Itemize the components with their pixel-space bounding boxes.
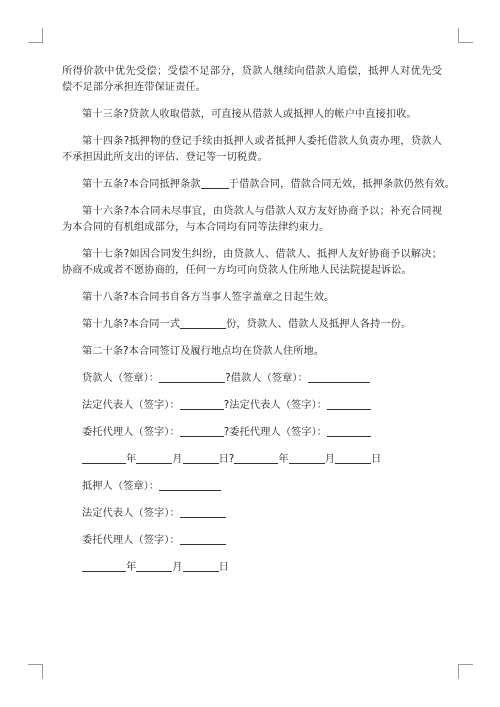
day-blank-3[interactable]	[183, 561, 219, 572]
year-blank-1[interactable]	[82, 453, 126, 464]
mortgagor-sign-line	[62, 479, 442, 495]
month-blank-1[interactable]	[136, 453, 172, 464]
mortgagor-legal-rep-label: 法定代表人（签字）：	[82, 508, 180, 519]
year-label-3: 年	[126, 562, 137, 573]
lender-sign-label: 贷款人（签章）：	[82, 373, 160, 384]
lender-sign-blank[interactable]	[159, 372, 225, 383]
article-17: 第十七条?如因合同发生纠纷，由贷款人、借款人、抵押人友好协商予以解决；协商不成或者不愿协商的，任何一方均可向贷款人住所地人民法院提起诉讼。	[62, 249, 442, 276]
mortgagor-agent-label: 委托代理人（签字）：	[82, 535, 180, 546]
signature-line-legal-reps	[62, 398, 442, 414]
article-19-text-b: 份，贷款人、借款人及抵押人各持一份。	[226, 319, 412, 330]
day-blank-2[interactable]	[335, 453, 371, 464]
month-label-2: 月	[324, 454, 335, 465]
article-19	[62, 317, 442, 333]
paragraph-continued: 所得价款中优先受偿；受偿不足部分，贷款人继续向借款人追偿，抵押人对优先受偿不足部分承担连带保证责任。	[62, 66, 442, 93]
article-14: 第十四条?抵押物的登记手续由抵押人或者抵押人委托借款人负责办理，贷款人不承担因此所支出的评估、登记等一切税费。	[62, 136, 442, 163]
article-18: 第十八条?本合同书自各方当事人签字盖章之日起生效。	[82, 292, 335, 303]
agent-2-label: ?委托代理人（签字）：	[223, 427, 328, 438]
signature-line-parties	[62, 371, 442, 387]
agent-2-blank[interactable]	[327, 426, 371, 437]
legal-rep-label: 法定代表人（签字）：	[82, 400, 180, 411]
agent-blank[interactable]	[180, 426, 224, 437]
mortgagor-sign-blank[interactable]	[159, 480, 221, 491]
month-label-3: 月	[172, 562, 183, 573]
mortgagor-agent-line	[62, 533, 442, 549]
date-line-parties	[62, 452, 442, 468]
crop-mark-bottom-left	[28, 664, 43, 679]
year-label-2: 年	[278, 454, 289, 465]
borrower-sign-label: ?借款人（签章）：	[225, 373, 308, 384]
signature-line-agents	[62, 425, 442, 441]
month-blank-2[interactable]	[289, 453, 325, 464]
date-line-mortgagor	[62, 560, 442, 576]
legal-rep-2-label: ?法定代表人（签字）：	[223, 400, 328, 411]
crop-mark-top-right	[458, 28, 473, 43]
crop-mark-top-left	[28, 28, 43, 43]
mortgagor-sign-label: 抵押人（签章）：	[82, 481, 160, 492]
mortgagor-legal-rep-line	[62, 506, 442, 522]
article-15	[62, 177, 455, 193]
article-15-text-b: 于借款合同，借款合同无效，抵押条款仍然有效。	[228, 179, 455, 190]
year-blank-3[interactable]	[82, 561, 126, 572]
mortgagor-legal-rep-blank[interactable]	[180, 507, 226, 518]
day-label-1: 日?	[218, 454, 235, 465]
year-label-1: 年	[126, 454, 137, 465]
legal-rep-blank[interactable]	[180, 399, 224, 410]
article-19-text-a: 第十九条?本合同一式	[82, 319, 181, 330]
year-blank-2[interactable]	[234, 453, 278, 464]
article-15-blank[interactable]	[201, 178, 229, 189]
legal-rep-2-blank[interactable]	[327, 399, 371, 410]
agent-label: 委托代理人（签字）：	[82, 427, 180, 438]
mortgagor-agent-blank[interactable]	[180, 534, 226, 545]
article-13: 第十三条?贷款人收取借款，可直接从借款人或抵押人的帐户中直接扣收。	[82, 109, 417, 120]
article-16: 第十六条?本合同未尽事宜，由贷款人与借款人双方友好协商予以；补充合同视为本合同的有机组成部分，与本合同均有同等法律约束力。	[62, 206, 442, 233]
day-label-2: 日	[370, 454, 382, 465]
day-blank-1[interactable]	[183, 453, 219, 464]
day-label-3: 日	[218, 562, 229, 573]
month-label-1: 月	[172, 454, 183, 465]
article-20: 第二十条?本合同签订及履行地点均在贷款人住所地。	[82, 346, 325, 357]
article-15-text-a: 第十五条?本合同抵押条款	[82, 179, 201, 190]
document-body	[62, 64, 455, 587]
copies-blank[interactable]	[180, 318, 226, 329]
borrower-sign-blank[interactable]	[308, 372, 370, 383]
month-blank-3[interactable]	[136, 561, 172, 572]
crop-mark-bottom-right	[458, 664, 473, 679]
